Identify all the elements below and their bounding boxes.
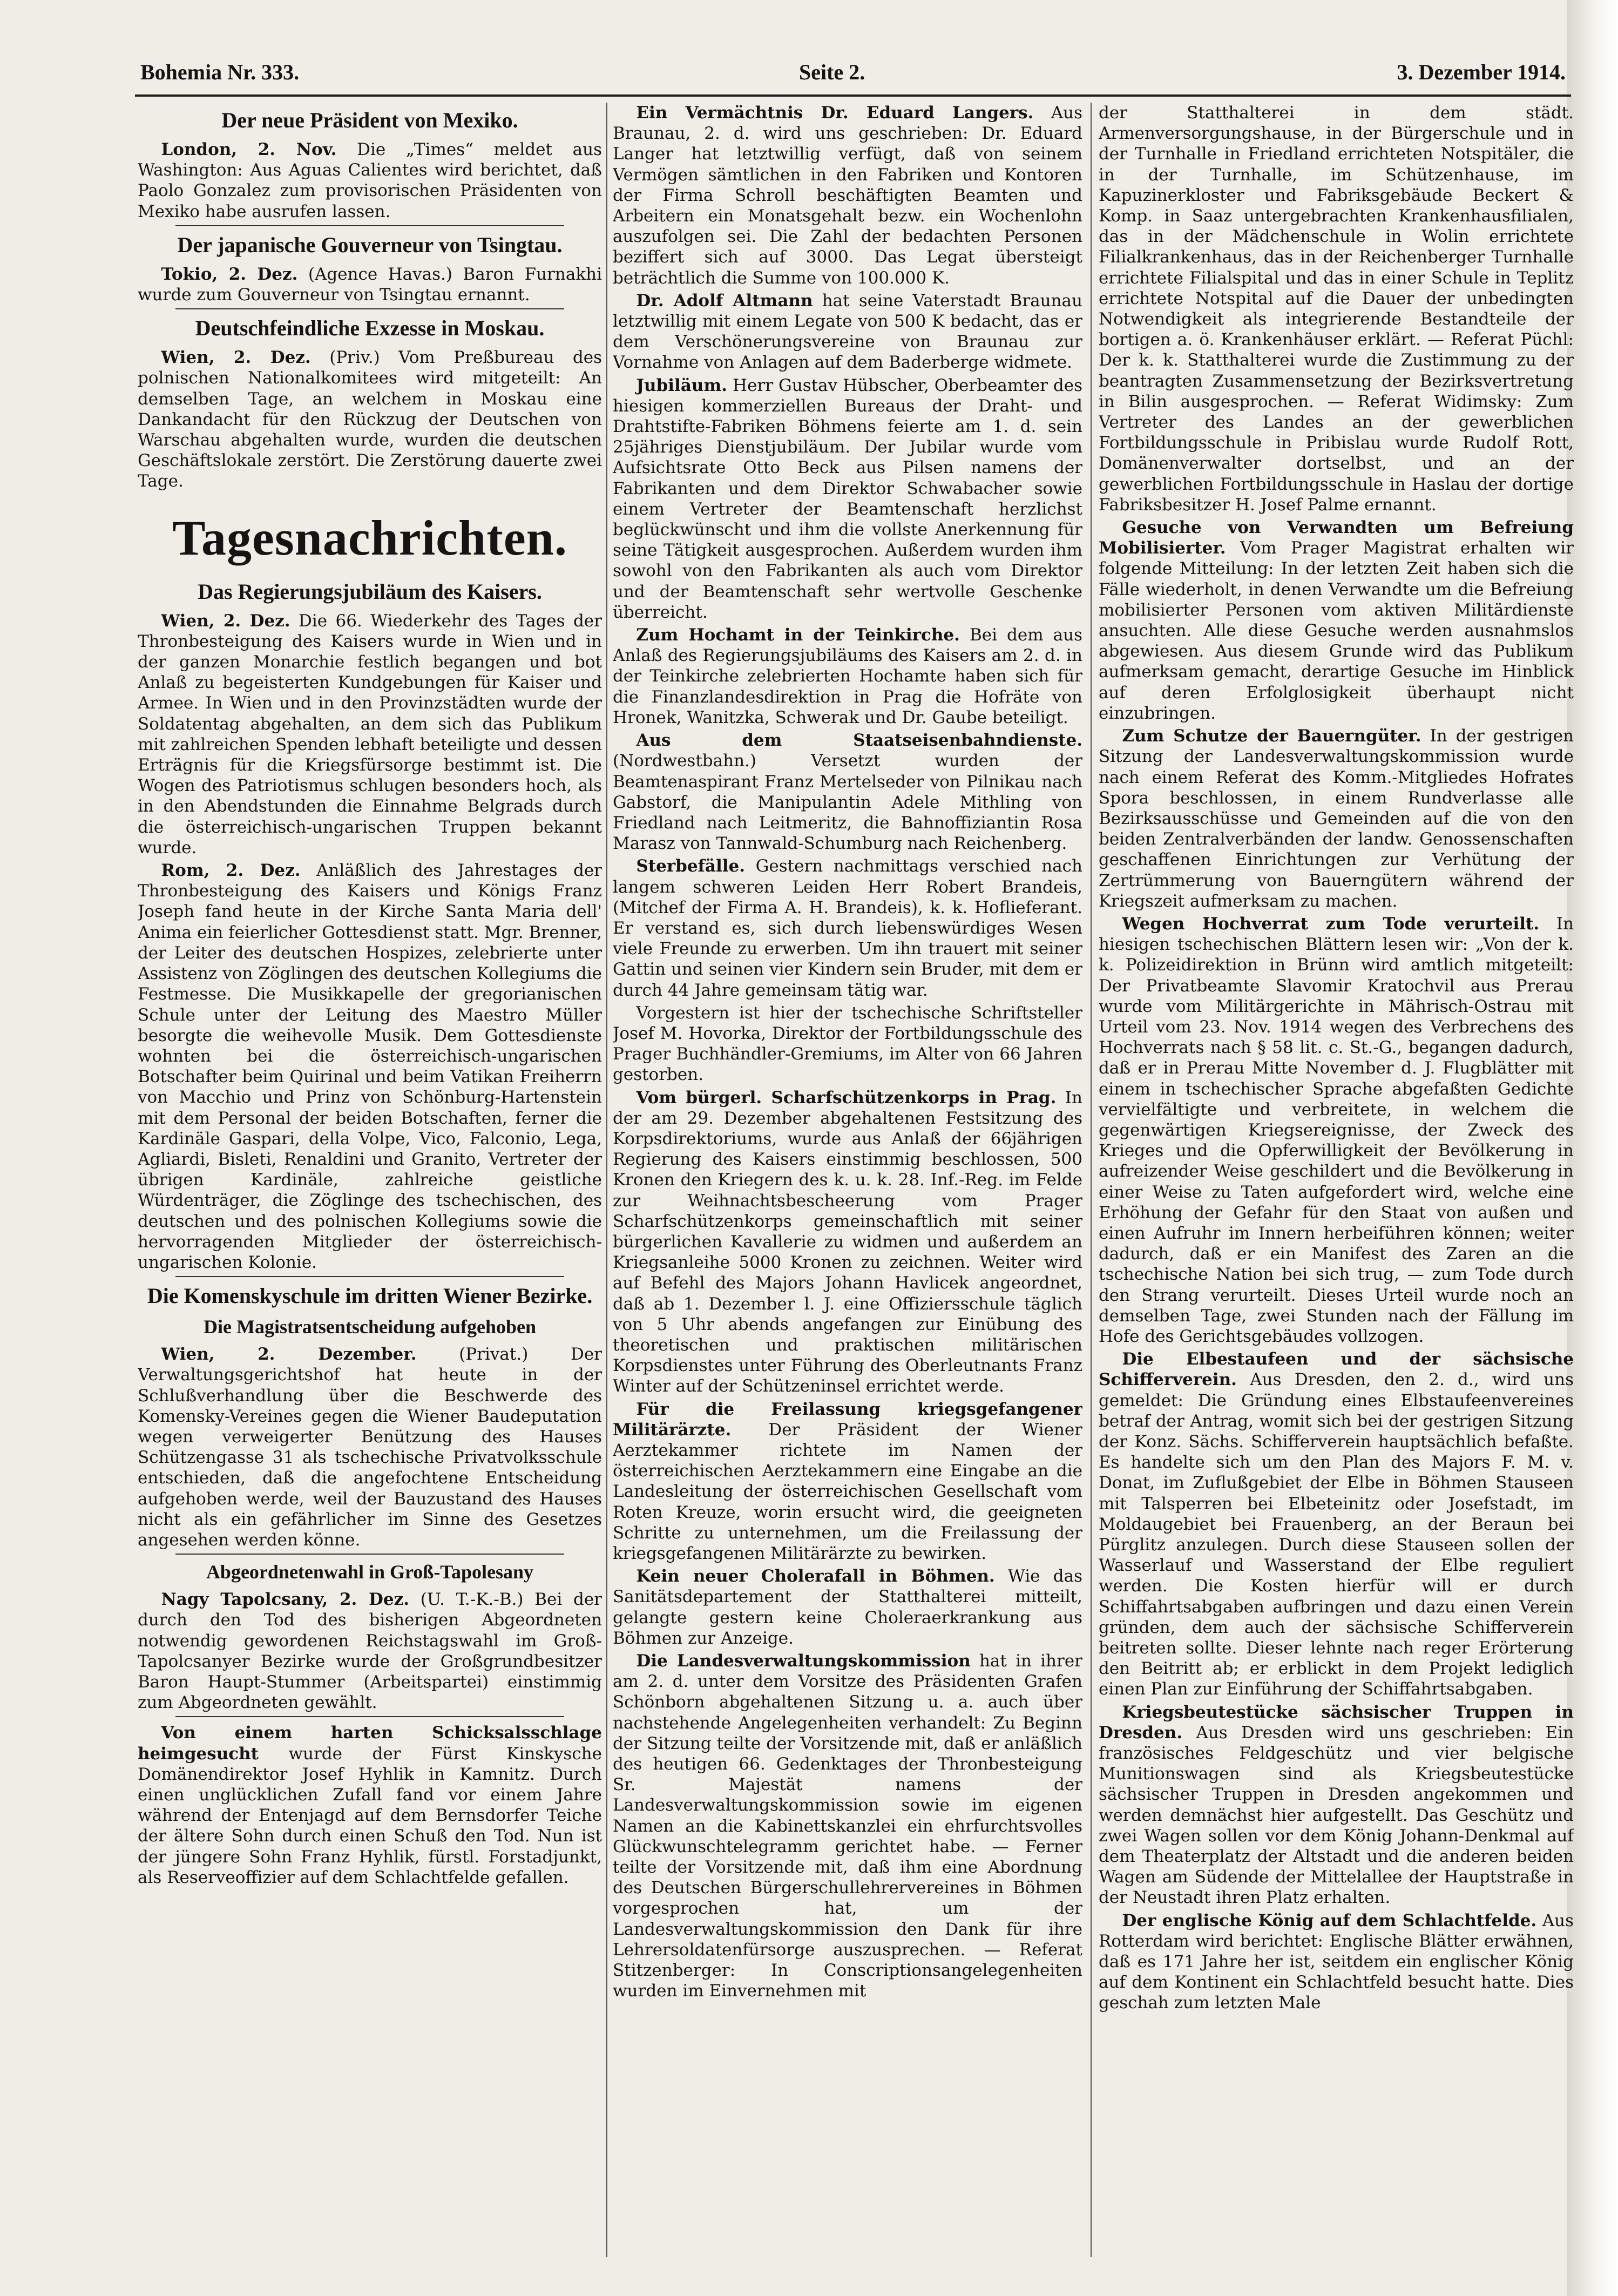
page-number: Seite 2. <box>799 60 865 84</box>
dateline: Rom, 2. Dez. <box>161 861 301 881</box>
article-hochamt <box>613 625 1082 728</box>
article-hochverrat <box>1099 914 1574 1347</box>
article-landesverwaltung <box>613 1651 1082 2001</box>
dateline: Tokio, 2. Dez. <box>161 264 298 284</box>
article-lead: Aus dem Staatseisenbahndienste. <box>636 731 1082 751</box>
article-schicksalsschlag <box>138 1723 602 1888</box>
column-1 <box>138 103 602 2257</box>
article-body: Wie das Sanitätsdepartement der Statthalterei mitteilt, gelangte gestern keine Choleraerkrankung aus Böhmen zur Anzeige. <box>613 1566 1082 1648</box>
headline-komenskyschule: Die Komenskyschule im dritten Wiener Bezirke. <box>147 1284 593 1308</box>
article-body: (Privat.) Der Verwaltungsgerichtshof hat heute in der Schlußverhandlung über die Beschwerde des Komensky-Vereines gegen die Wiener Baudeputation wegen verweigerter Benützung des Hauses Schützengasse 31 als tschechische Privatvolksschule entschieden, daß die angefochtene Entscheidung aufgehoben werde, weil der Bauzustand des Hauses nicht als ein gefährlicher im Sinne des Gesetzes angesehen werden könne. <box>138 1345 602 1550</box>
column-rule-1 <box>606 103 607 2257</box>
article-kriegsbeute <box>1099 1702 1574 1908</box>
article-sterbefaelle <box>613 856 1082 1000</box>
article-body: Bei dem aus Anlaß des Regierungsjubiläums des Kaisers am 2. d. in der Teinkirche zelebrierten Hochamte haben sich für die Finanzlandesdirektion in Prag die Hofräte von Hronek, Wanitzka, Schwerak und Dr. Gaube beteiligt. <box>613 625 1082 727</box>
article-hovorka: Vorgestern ist hier der tschechische Schriftsteller Josef M. Hovorka, Direktor der Fortbildungsschule des Prager Buchhändler-Gremiums, im Alter von 66 Jahren gestorben. <box>613 1003 1082 1085</box>
dateline: Wien, 2. Dez. <box>161 348 311 368</box>
headline-mexiko: Der neue Präsident von Mexiko. <box>221 108 518 132</box>
article-lead: Die Elbestaufeen und der sächsische Schifferverein. <box>1099 1349 1574 1390</box>
article-lead: Vom bürgerl. Scharfschützenkorps in Prag. <box>636 1088 1057 1108</box>
section-title-tagesnachrichten: Tagesnachrichten. <box>172 510 567 565</box>
scan-edge <box>1567 0 1618 2296</box>
article-englischer-koenig <box>1099 1910 1574 2014</box>
column-3 <box>1099 103 1574 2257</box>
column-2 <box>613 103 1082 2257</box>
article-elbestauseen <box>1099 1349 1574 1699</box>
article-body: (Agence Havas.) Baron Furnakhi wurde zum Gouverneur von Tsingtau ernannt. <box>138 264 602 305</box>
article-body: Aus Rotterdam wird berichtet: Englische Blätter erwähnen, daß es 171 Jahre her ist, seitdem ein englischer König auf dem Kontinent ein Schlachtfeld besucht hatte. Dies geschah zum letzten Male <box>1099 1910 1574 2013</box>
divider <box>175 308 564 309</box>
header-rule <box>135 94 1571 97</box>
article-vermaechtnis <box>613 103 1082 288</box>
dateline: Nagy Tapolcsany, 2. Dez. <box>161 1590 410 1610</box>
article-body: Vom Prager Magistrat erhalten wir folgende Mitteilung: In der letzten Zeit haben sich die Fälle wiederholt, in denen Verwandte um die Befreiung mobilisierter Personen vom aktiven Militärdienste ansuchten. Alle diese Gesuche werden ausnahmslos abgewiesen. Aus diesem Grunde wird das Publikum aufmerksam gemacht, derartige Gesuche im Hinblick auf deren Erfolglosigkeit überhaupt nicht einzubringen. <box>1099 538 1574 723</box>
article-scharfschuetzen <box>613 1088 1082 1397</box>
article-befreiung <box>1099 517 1574 724</box>
article-body: hat seine Vaterstadt Braunau letztwillig mit einem Legate von 500 K bedacht, das er dem Verschönerungsvereine von Braunau zur Vornahme von Anlagen auf dem Baderberge widmete. <box>613 291 1082 373</box>
masthead-issue: Bohemia Nr. 333. <box>140 60 300 84</box>
article-body: (Nordwestbahn.) Versetzt wurden der Beamtenaspirant Franz Mertelseder von Pilnikau nach Gabstorf, die Manipulantin Adele Mithling von Friedland nach Leitmeritz, die Bahnoffiziantin Rosa Marasz von Tannwald-Schumburg nach Reichenberg. <box>613 751 1082 854</box>
article-bauerngueter <box>1099 726 1574 911</box>
article-jubilaeum-huebscher <box>613 375 1082 623</box>
column-rule-2 <box>1091 103 1092 2257</box>
article-body: In hiesigen tschechischen Blättern lesen wir: „Von der k. k. Polizeidirektion in Brünn wird amtlich mitgeteilt: Der Privatbeamte Slavomir Kratochvil aus Prerau wurde vom Militärgerichte in Mährisch-Ostrau mit Urteil vom 23. Nov. 1914 wegen des Verbrechens des Hochverrats nach § 58 lit. c. St.-G., begangen dadurch, daß er in Prerau Mitte November d. J. Flugblätter mit einem in tschechischer Sprache abgefaßten Gedichte vervielfältigte und verbreitete, in welchem die gegenwärtigen Kriegsereignisse, der Zweck des Krieges und die Opferwilligkeit der Bevölkerung in aufreizender Weise geschildert und die Bevölkerung in einer Weise zu Taten aufgefordert wird, welche eine Erhöhung der Gefahr für den Staat von außen und einen Aufruhr im Innern herbeiführen können; weiter dadurch, daß er ein Manifest des Zaren an die tschechische Nation bei sich trug, — zum Tode durch den Strang verurteilt. Dieses Urteil wurde noch an demselben Tage, zwei Stunden nach der Fällung im Hofe des Gerichtsgebäudes vollzogen. <box>1099 914 1574 1346</box>
article-jubilaeum-rom <box>138 860 602 1273</box>
article-body: hat in ihrer am 2. d. unter dem Vorsitze des Präsidenten Grafen Schönborn abgehaltenen Sitzung u. a. auch über nachstehende Angelegenheiten verhandelt: Zu Beginn der Sitzung teilte der Vorsitzende mit, daß er anläßlich des heutigen 66. Gedenktages der Thronbesteigung Sr. Majestät namens der Landesverwaltungskommission sowie im eigenen Namen an die Kabinettskanzlei ein ehrfurchtsvolles Glückwunschtelegramm gerichtet habe. — Ferner teilte der Vorsitzende mit, daß ihm eine Abordnung des Deutschen Bürgerschullehrervereines in Böhmen vorgesprochen hat, um der Landesverwaltungskommission den Dank für ihre Lehrersoldatenfürsorge auszusprechen. — Referat Stitzenberger: In Conscriptionsangelegenheiten wurden im Einvernehmen mit <box>613 1651 1082 2001</box>
article-body: Anläßlich des Jahrestages der Thronbesteigung des Kaisers und Königs Franz Joseph fand heute in der Kirche Santa Maria dell' Anima ein feierlicher Gottesdienst statt. Mgr. Brenner, der Leiter des deutschen Hospizes, zelebrierte unter Assistenz von Zöglingen des deutschen Kollegiums die Festmesse. Die Musikkapelle der gregorianischen Schule unter der Leitung des Maestro Müller besorgte die weihevolle Musik. Dem Gottesdienste wohnten bei die österreichisch-ungarischen Botschafter beim Quirinal und beim Vatikan Freiherrn von Macchio und Prinz von Schönburg-Hartenstein mit dem Personal der beiden Botschaften, ferner die Kardinäle Gaspari, della Volpe, Vico, Falconio, Lega, Agliardi, Bisleti, Renaldini und Granito, Vertreter der übrigen Kardinäle, zahlreiche geistliche Würdenträger, die Zöglinge des tschechischen, des deutschen und des polnischen Kollegiums sowie die hervorragenden Mitglieder der österreichisch-ungarischen Kolonie. <box>138 861 602 1272</box>
divider <box>175 1716 564 1717</box>
article-lead: Ein Vermächtnis Dr. Eduard Langers. <box>636 103 1034 123</box>
dateline: London, 2. Nov. <box>161 140 337 159</box>
article-lead: Jubiläum. <box>636 375 728 395</box>
article-lead: Zum Hochamt in der Teinkirche. <box>636 625 960 645</box>
article-body: Der Präsident der Wiener Aerztekammer richtete im Namen der österreichischen Aerztekammern eine Eingabe an die Landesleitung der österreichischen Gesellschaft vom Roten Kreuze, worin ersucht wird, die geeigneten Schritte zu unternehmen, um die Freilassung der kriegsgefangenen Militärärzte zu bewirken. <box>613 1420 1082 1564</box>
divider <box>175 1554 564 1555</box>
headline-moskau: Deutschfeindliche Exzesse in Moskau. <box>195 316 545 341</box>
article-lead: Zum Schutze der Bauerngüter. <box>1122 726 1421 746</box>
article-komensky <box>138 1344 602 1550</box>
page-header <box>135 49 1571 97</box>
article-body: Die 66. Wiederkehr des Tages der Thronbesteigung des Kaisers wurde in Wien und in der ganzen Monarchie festlich begangen und bot Anlaß zu begeisterten Kundgebungen für Kaiser und Armee. In Wien und in den Provinzstädten wurde der Soldatentag abgehalten, an dem sich das Publikum mit zahlreichen Spenden lebhaft beteiligte und dessen Erträgnis für die Kriegsfürsorge bestimmt ist. Die Wogen des Patriotismus schlugen besonders hoch, als in den Abendstunden die Einnahme Belgrads durch die österreichisch-ungarischen Truppen bekannt wurde. <box>138 611 602 857</box>
article-lead: Die Landesverwaltungskommission <box>636 1651 971 1671</box>
article-lead: Kriegsbeutestücke sächsischer Truppen in Dresden. <box>1099 1702 1574 1743</box>
divider <box>175 225 564 226</box>
article-cholera <box>613 1566 1082 1649</box>
article-body: wurde der Fürst Kinskysche Domänendirektor Josef Hyhlik in Kamnitz. Durch einen unglücklichen Zufall fand vor einem Jahre während der Entenjagd auf dem Bernsdorfer Teiche der ältere Sohn durch einen Schuß den Tod. Nun ist der jüngere Sohn Franz Hyhlik, fürstl. Forstadjunkt, als Reserveoffizier auf dem Schlachtfelde gefallen. <box>138 1744 602 1887</box>
article-lead: Von einem harten Schicksalsschlage heimgesucht <box>138 1723 602 1764</box>
article-militaeraerzte <box>613 1399 1082 1564</box>
article-body: Aus Braunau, 2. d. wird uns geschrieben: Dr. Eduard Langer hat letztwillig verfügt, daß von seinem Vermögen sämtlichen in den Fabriken und Kontoren der Firma Schroll beschäftigten Beamten und Arbeitern ein Monatsgehalt bezw. ein Wochenlohn auszufolgen sei. Die Zahl der bedachten Personen beziffert sich auf 3000. Das Legat übersteigt beträchtlich die Summe von 100.000 K. <box>613 103 1082 288</box>
article-body: In der gestrigen Sitzung der Landesverwaltungskommission wurde nach einem Referat des Komm.-Mitgliedes Hofrates Spora beschlossen, in einem Rundverlasse alle Bezirksausschüsse und Gemeinden auf die von den beiden Zentralverbänden der landw. Genossenschaften geschaffenen Einrichtungen zur Verhütung der Zertrümmerung von Bauerngütern während der Kriegszeit aufmerksam zu machen. <box>1099 726 1574 911</box>
article-lead: Für die Freilassung kriegsgefangener Militärärzte. <box>613 1399 1082 1440</box>
divider <box>175 1276 564 1277</box>
article-body: Gestern nachmittags verschied nach langem schweren Leiden Herr Robert Brandeis, (Mitchef der Firma A. H. Brandeis), k. k. Hoflieferant. Er verstand es, sich durch liebenswürdiges Wesen viele Freunde zu erwerben. Um ihn trauert mit seiner Gattin und seinen vier Kindern sein Bruder, mit dem er durch 44 Jahre gemeinsam tätig war. <box>613 856 1082 1000</box>
article-body: Aus Dresden wird uns geschrieben: Ein französisches Feldgeschütz und vier belgische Munitionswagen sind als Kriegsbeutestücke sächsischer Truppen in Dresden angekommen und werden demnächst hier aufgestellt. Das Geschütz und zwei Wagen sollen vor dem König Johann-Denkmal auf dem Theaterplatz der Altstadt und die anderen beiden Wagen am Südende der Mittelallee der Hauptstraße in der Neustadt ihren Platz erhalten. <box>1099 1723 1574 1908</box>
subheadline-magistrat: Die Magistratsentscheidung aufgehoben <box>203 1316 536 1338</box>
headline-abgeordnetenwahl: Abgeordnetenwahl in Groß-Tapolesany <box>206 1561 534 1583</box>
article-landesverwaltung-cont: der Statthalterei in dem städt. Armenversorgungshause, in der Bürgerschule und in der Turnhalle in Friedland errichteten Notspitäler, die in der Turnhalle, im Schützenhause, im Kapuzinerkloster und Fabriksgebäude Beckert & Komp. in Saaz untergebrachten Krankenhausfilialen, das in der Mädchenschule in Wolin errichtete Filialkrankenhaus, das in der Reichenberger Turnhalle errichtete Filialspital und das in einer Schule in Teplitz errichtete Notspital auf die Dauer der unbedingten Notwendigkeit als integrierende Bestandteile der bortigen a. ö. Krankenhäuser erklärt. — Referat Püchl: Der k. k. Statthalterei wurde die Zustimmung zu der beantragten Zusammensetzung der Bezirksvertretung in Bilin ausgesprochen. — Referat Widimsky: Zum Vertreter des Landes an der gewerblichen Fortbildungsschule in Pribislau wurde Rudolf Rott, Domänenverwalter dortselbst, und an der gewerblichen Fortbildungsschule in Haslau der dortige Fabriksbesitzer H. Josef Palme ernannt. <box>1099 103 1574 515</box>
article-body: (Priv.) Vom Preßbureau des polnischen Nationalkomitees wird mitgeteilt: An demselben Tage, an welchem in Moskau eine Dankandacht für den Rückzug der Deutschen von Warschau abgehalten wurde, wurden die deutschen Geschäftslokale zerstört. Die Zerstörung dauerte zwei Tage. <box>138 348 602 491</box>
headline-tsingtau: Der japanische Gouverneur von Tsingtau. <box>177 232 563 257</box>
article-tsingtau <box>138 264 602 305</box>
article-body: Aus Dresden, den 2. d., wird uns gemeldet: Die Gründung eines Elbstaufeenvereines betraf der Antrag, womit sich bei der gestrigen Sitzung der Konz. Sächs. Schifferverein hauptsächlich befaßte. Es handelte sich um den Plan des Majors F. M. v. Donat, im Zuflußgebiet der Elbe in Böhmen Stauseen mit Talsperren bei Elbeteinitz oder Josefstadt, im Moldaugebiet bei Frauenberg, an der Beraun bei Pürglitz anzulegen. Durch diese Stauseen sollen der Wasserlauf und Wasserstand der Elbe reguliert werden. Die Kosten hierfür will er durch Schiffahrtsabgaben aufbringen und dazu einen Verein gründen, dem auch der sächsische Schifferverein beitreten sollte. Dieser lehnte nach reger Erörterung den Beitritt ab; er erblickt in dem Projekt lediglich einen Plan zur Einführung der Schiffahrtsabgaben. <box>1099 1370 1574 1699</box>
headline-regierungsjubilaeum: Das Regierungsjubiläum des Kaisers. <box>198 579 542 604</box>
article-lead: Kein neuer Cholerafall in Böhmen. <box>636 1566 995 1586</box>
dateline: Wien, 2. Dez. <box>161 611 290 631</box>
article-abgeordnetenwahl <box>138 1589 602 1713</box>
dateline: Wien, 2. Dezember. <box>161 1345 417 1365</box>
article-lead: Der englische König auf dem Schlachtfelde. <box>1122 1910 1537 1930</box>
article-lead: Sterbefälle. <box>636 856 746 876</box>
article-body: Herr Gustav Hübscher, Oberbeamter des hiesigen kommerziellen Bureaus der Draht- und Drahtstifte-Fabriken Böhmens feierte am 1. d. sein 25jähriges Dienstjubiläum. Der Jubilar wurde vom Aufsichtsrate Otto Beck aus Pilsen namens der Fabrikanten und dem Direktor Schwabacher sowie einem Vertreter der Beamtenschaft herzlichst beglückwünscht und ihm die vollste Anerkennung für seine Tätigkeit ausgesprochen. Außerdem wurden ihm sowohl von den Fabrikanten als auch vom Direktor und der Beamtenschaft sehr wertvolle Geschenke überreicht. <box>613 375 1082 622</box>
article-lead: Gesuche von Verwandten um Befreiung Mobilisierter. <box>1099 518 1574 558</box>
article-moskau <box>138 347 602 491</box>
article-body: In der am 29. Dezember abgehaltenen Festsitzung des Korpsdirektoriums, wurde aus Anlaß der 66jährigen Regierung des Kaisers einstimmig beschlossen, 500 Kronen den Kriegern des k. u. k. 28. Inf.-Reg. im Felde zur Weihnachtsbescheerung vom Prager Scharfschützenkorps gemeinschaftlich mit seiner bürgerlichen Kavallerie zu widmen und außerdem an Kriegsanleihe 5000 Kronen zu zeichnen. Weiter wird auf Befehl des Majors Johann Havlicek angeordnet, daß ab 1. Dezember l. J. eine Offiziersschule täglich von 5 Uhr abends angefangen zur Einübung des theoretischen und praktischen militärischen Korpsdienstes unter Führung des Oberleutnants Franz Winter auf der Schützeninsel errichtet werde. <box>613 1088 1082 1396</box>
issue-date: 3. Dezember 1914. <box>1397 60 1566 84</box>
article-mexiko <box>138 139 602 222</box>
article-altmann <box>613 291 1082 373</box>
article-body: Die „Times“ meldet aus Washington: Aus Aguas Calientes wird berichtet, daß Paolo Gonzalez zum provisorischen Präsidenten von Mexiko habe ausrufen lassen. <box>138 140 602 221</box>
article-jubilaeum-wien <box>138 611 602 858</box>
article-lead: Wegen Hochverrat zum Tode verurteilt. <box>1122 914 1540 934</box>
article-body: (U. T.-K.-B.) Bei der durch den Tod des bisherigen Abgeordneten notwendig gewordenen Reichstagswahl im Groß-Tapolcsanyer Bezirke wurde der Großgrundbesitzer Baron Haupt-Stummer (Arbeitspartei) einstimmig zum Abgeordneten gewählt. <box>138 1590 602 1713</box>
article-staatseisenbahn <box>613 730 1082 854</box>
article-lead: Dr. Adolf Altmann <box>636 291 813 310</box>
